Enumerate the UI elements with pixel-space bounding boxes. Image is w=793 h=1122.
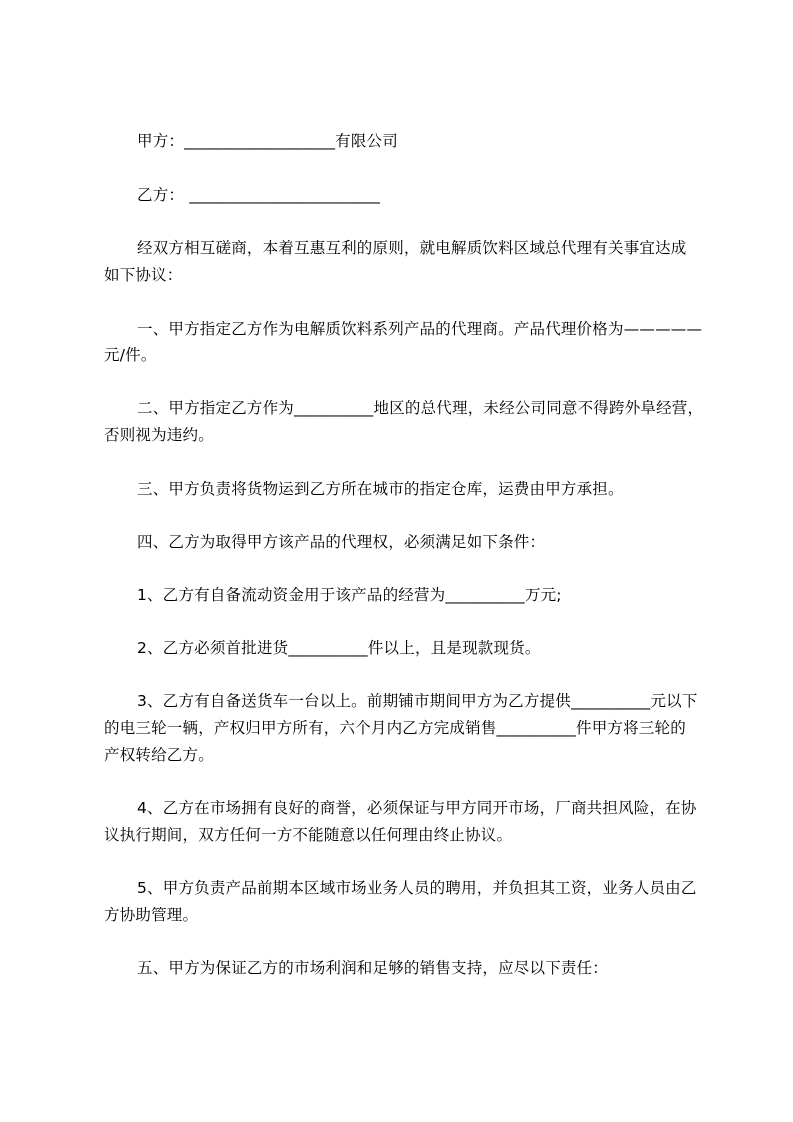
condition-3-line-2: 的电三轮一辆，产权归甲方所有，六个月内乙方完成销售__________件甲方将三轮的	[104, 719, 686, 737]
condition-1-line: 1、乙方有自备流动资金用于该产品的经营为__________万元;	[137, 586, 562, 604]
condition-3-line-1: 3、乙方有自备送货车一台以上。前期铺市期间甲方为乙方提供__________元以下	[137, 692, 698, 710]
clause-2-line-2: 否则视为违约。	[104, 426, 214, 444]
party-b-line: 乙方： ________________________	[137, 186, 381, 204]
condition-2-line: 2、乙方必须首批进货__________件以上，且是现款现货。	[137, 639, 541, 657]
intro-line-2: 如下协议：	[104, 266, 183, 284]
clause-1-line-1: 一、甲方指定乙方作为电解质饮料系列产品的代理商。产品代理价格为—————	[137, 320, 703, 338]
clause-3-line: 三、甲方负责将货物运到乙方所在城市的指定仓库，运费由甲方承担。	[137, 480, 624, 498]
clause-4-line: 四、乙方为取得甲方该产品的代理权，必须满足如下条件：	[137, 533, 546, 551]
intro-line-1: 经双方相互磋商，本着互惠互利的原则，就电解质饮料区域总代理有关事宜达成	[137, 239, 687, 257]
party-a-line: 甲方：___________________有限公司	[137, 132, 398, 150]
condition-4-line-1: 4、乙方在市场拥有良好的商誉，必须保证与甲方同开市场，厂商共担风险，在协	[137, 799, 697, 817]
clause-1-line-2: 元/件。	[104, 346, 157, 364]
clause-2-line-1: 二、甲方指定乙方作为__________地区的总代理，未经公司同意不得跨外阜经营，	[137, 399, 704, 417]
clause-5-line: 五、甲方为保证乙方的市场利润和足够的销售支持，应尽以下责任：	[137, 959, 609, 977]
condition-4-line-2: 议执行期间，双方任何一方不能随意以任何理由终止协议。	[104, 826, 513, 844]
condition-5-line-1: 5、甲方负责产品前期本区域市场业务人员的聘用，并负担其工资，业务人员由乙	[137, 879, 697, 897]
condition-5-line-2: 方协助管理。	[104, 906, 199, 924]
condition-3-line-3: 产权转给乙方。	[104, 746, 214, 764]
